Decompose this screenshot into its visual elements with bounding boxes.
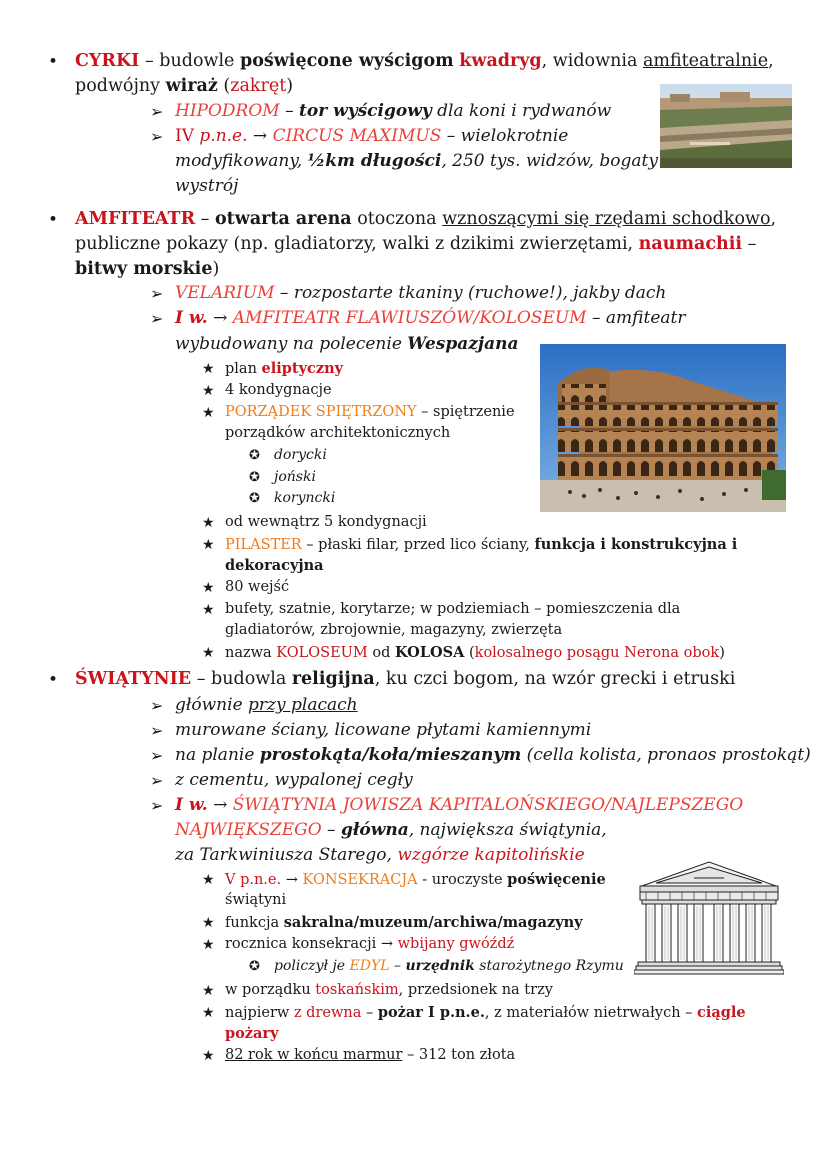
arrow-bullet: ➢: [150, 127, 164, 146]
circle-bullet: ✪: [249, 448, 260, 463]
swiatynie-sciany: murowane ściany, licowane płytami kamiennymi: [175, 720, 592, 740]
circle-bullet: ✪: [249, 959, 260, 974]
koloseum-bufety-line-2: gladiatorów, zbrojownie, magazyny, zwierzęta: [225, 622, 563, 638]
koloseum-porzadek-line-2: porządków architektonicznych: [225, 425, 451, 441]
star-bullet: ★: [202, 937, 215, 953]
koloseum-porzadek: PORZĄDEK SPIĘTRZONY – spiętrzenie: [225, 404, 515, 420]
koloseum-nazwa: nazwa KOLOSEUM od KOLOSA (kolosalnego posągu Nerona obok): [225, 644, 725, 661]
swiatynie-jowisz-line-2: NAJWIĘKSZEGO – główna, największa świątynia,: [175, 820, 607, 840]
swiatynia-konsekracja-line-2: świątyni: [225, 892, 287, 908]
star-bullet: ★: [202, 361, 215, 377]
arrow-bullet: ➢: [150, 771, 164, 790]
section-title-cyrki: CYRKI: [75, 51, 140, 71]
cyrki-circus-line-3: wystrój: [175, 176, 239, 196]
koloseum-wewnatrz: od wewnątrz 5 kondygnacji: [225, 514, 427, 530]
swiatynia-funkcja: funkcja sakralna/muzeum/archiwa/magazyny: [225, 914, 583, 931]
section-title-amfiteatr: AMFITEATR: [75, 209, 196, 229]
amfiteatr-koloseum-line-2: wybudowany na polecenie Wespazjana: [175, 334, 519, 354]
koloseum-pilaster-line-2: dekoracyjna: [225, 557, 324, 574]
koloseum-wejscia: 80 wejść: [225, 579, 290, 595]
swiatynie-jowisz-line-3: za Tarkwiniusza Starego, wzgórze kapitolińskie: [175, 845, 585, 865]
order-ionic: joński: [274, 469, 316, 485]
star-bullet: ★: [202, 983, 215, 999]
star-bullet: ★: [202, 515, 215, 531]
cyrki-hipodrom: HIPODROM – tor wyścigowy dla koni i rydwanów: [175, 101, 612, 121]
swiatynia-marmur: 82 rok w końcu marmur – 312 ton złota: [225, 1047, 516, 1063]
star-bullet: ★: [202, 1048, 215, 1064]
cyrki-circus-line-2: modyfikowany, ½km długości, 250 tys. widzów, bogaty: [175, 151, 658, 171]
koloseum-kondygnacje: 4 kondygnacje: [225, 382, 332, 398]
swiatynia-konsekracja: V p.n.e. → KONSEKRACJA - uroczyste poświęcenie: [225, 871, 606, 888]
star-bullet: ★: [202, 645, 215, 661]
swiatynia-edyl: policzył je EDYL – urzędnik starożytnego Rzymu: [274, 958, 624, 974]
arrow-bullet: ➢: [150, 796, 164, 815]
arrow-bullet: ➢: [150, 746, 164, 765]
swiatynia-porzadek: w porządku toskańskim, przedsionek na trzy: [225, 982, 553, 998]
arrow-bullet: ➢: [150, 696, 164, 715]
star-bullet: ★: [202, 1005, 215, 1021]
illustration-temple-facade: [634, 856, 784, 976]
main-bullet: •: [48, 670, 59, 690]
amfiteatr-line-1: AMFITEATR – otwarta arena otoczona wznoszącymi się rzędami schodkowo,: [75, 209, 777, 229]
star-bullet: ★: [202, 915, 215, 931]
cyrki-circus-maximus: IV p.n.e. → CIRCUS MAXIMUS – wielokrotnie: [175, 126, 569, 146]
arrow-bullet: ➢: [150, 284, 164, 303]
photo-colosseum: [540, 344, 786, 512]
main-bullet: •: [48, 52, 59, 72]
amfiteatr-velarium: VELARIUM – rozpostarte tkaniny (ruchowe!), jakby dach: [175, 283, 667, 303]
star-bullet: ★: [202, 537, 215, 553]
star-bullet: ★: [202, 405, 215, 421]
star-bullet: ★: [202, 580, 215, 596]
star-bullet: ★: [202, 872, 215, 888]
cyrki-line-2: podwójny wiraż (zakręt): [75, 76, 294, 96]
amfiteatr-line-2: publiczne pokazy (np. gladiatorzy, walki z dzikimi zwierzętami, naumachii –: [75, 234, 757, 254]
koloseum-plan: plan eliptyczny: [225, 360, 344, 377]
swiatynie-plan: na planie prostokąta/koła/mieszanym (cella kolista, pronaos prostokąt): [175, 745, 811, 765]
star-bullet: ★: [202, 602, 215, 618]
swiatynie-line-1: ŚWIĄTYNIE – budowla religijna, ku czci bogom, na wzór grecki i etruski: [75, 669, 736, 689]
star-bullet: ★: [202, 383, 215, 399]
arrow-bullet: ➢: [150, 102, 164, 121]
amfiteatr-line-3: bitwy morskie): [75, 259, 220, 279]
order-corinthian: koryncki: [274, 490, 336, 506]
swiatynia-pozary-line-2: pożary: [225, 1025, 279, 1042]
swiatynie-place: głównie przy placach: [175, 695, 358, 715]
section-title-swiatynie: ŚWIĄTYNIE: [75, 669, 192, 689]
arrow-bullet: ➢: [150, 721, 164, 740]
photo-circus-maximus: [660, 84, 792, 168]
koloseum-bufety: bufety, szatnie, korytarze; w podziemiach – pomieszczenia dla: [225, 601, 681, 617]
main-bullet: •: [48, 210, 59, 230]
circle-bullet: ✪: [249, 470, 260, 485]
koloseum-pilaster: PILASTER – płaski filar, przed lico ściany, funkcja i konstrukcyjna i: [225, 536, 738, 553]
circle-bullet: ✪: [249, 491, 260, 506]
swiatynie-jowisz: I w. → ŚWIĄTYNIA JOWISZA KAPITALOŃSKIEGO/NAJLEPSZEGO: [175, 795, 744, 815]
cyrki-line-1: CYRKI – budowle poświęcone wyścigom kwadryg, widownia amfiteatralnie,: [75, 51, 774, 71]
swiatynia-pozary: najpierw z drewna – pożar I p.n.e., z materiałów nietrwałych – ciągle: [225, 1004, 746, 1021]
order-doric: dorycki: [274, 447, 327, 463]
swiatynia-rocznica: rocznica konsekracji → wbijany gwóźdź: [225, 936, 515, 952]
swiatynie-material: z cementu, wypalonej cegły: [175, 770, 413, 790]
amfiteatr-koloseum: I w. → AMFITEATR FLAWIUSZÓW/KOLOSEUM – amfiteatr: [175, 308, 686, 328]
arrow-bullet: ➢: [150, 309, 164, 328]
